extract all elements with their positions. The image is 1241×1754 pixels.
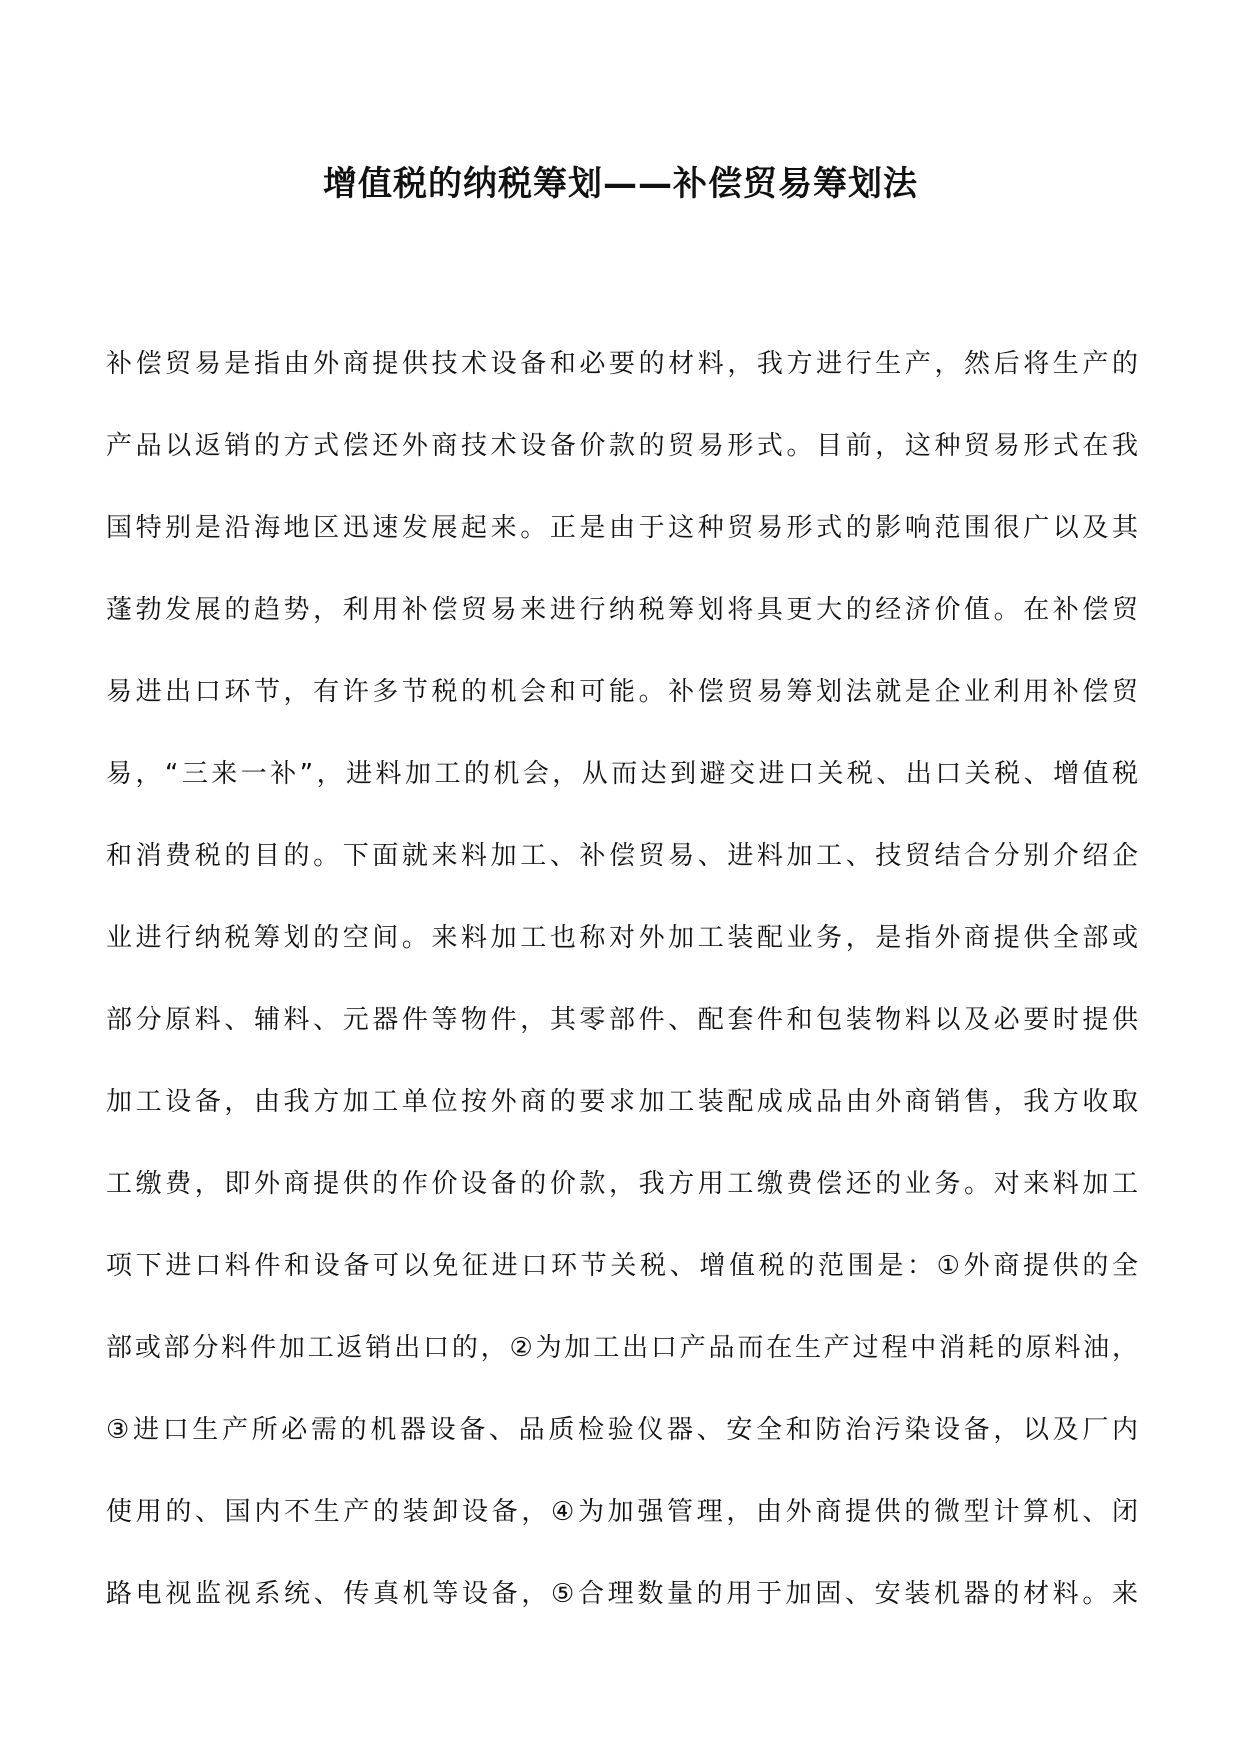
body-line: 补偿贸易是指由外商提供技术设备和必要的材料，我方进行生产，然后将生产的 — [106, 349, 1138, 379]
body-line: 部分原料、辅料、元器件等物件，其零部件、配套件和包装物料以及必要时提供 — [106, 1005, 1138, 1035]
body-line: 蓬勃发展的趋势，利用补偿贸易来进行纳税筹划将具更大的经济价值。在补偿贸 — [106, 595, 1138, 625]
body-line: 加工设备，由我方加工单位按外商的要求加工装配成成品由外商销售，我方收取 — [106, 1087, 1138, 1117]
body-line: 路电视监视系统、传真机等设备，⑤合理数量的用于加固、安装机器的材料。来 — [106, 1579, 1138, 1609]
body-line: 部或部分料件加工返销出口的，②为加工出口产品而在生产过程中消耗的原料油， — [106, 1333, 1138, 1363]
body-line: 和消费税的目的。下面就来料加工、补偿贸易、进料加工、技贸结合分别介绍企 — [106, 841, 1138, 871]
document-title: 增值税的纳税筹划——补偿贸易筹划法 — [323, 164, 918, 204]
body-line: 项下进口料件和设备可以免征进口环节关税、增值税的范围是：①外商提供的全 — [106, 1251, 1138, 1281]
body-line: 工缴费，即外商提供的作价设备的价款，我方用工缴费偿还的业务。对来料加工 — [106, 1169, 1138, 1199]
body-line: ③进口生产所必需的机器设备、品质检验仪器、安全和防治污染设备，以及厂内 — [106, 1415, 1138, 1445]
body-line: 易，“三来一补”，进料加工的机会，从而达到避交进口关税、出口关税、增值税 — [106, 759, 1138, 789]
body-line: 业进行纳税筹划的空间。来料加工也称对外加工装配业务，是指外商提供全部或 — [106, 923, 1138, 953]
body-line: 产品以返销的方式偿还外商技术设备价款的贸易形式。目前，这种贸易形式在我 — [106, 431, 1138, 461]
body-line: 使用的、国内不生产的装卸设备，④为加强管理，由外商提供的微型计算机、闭 — [106, 1497, 1138, 1527]
body-line: 国特别是沿海地区迅速发展起来。正是由于这种贸易形式的影响范围很广以及其 — [106, 513, 1138, 543]
document-body — [106, 342, 1138, 1654]
body-line: 易进出口环节，有许多节税的机会和可能。补偿贸易筹划法就是企业利用补偿贸 — [106, 677, 1138, 707]
